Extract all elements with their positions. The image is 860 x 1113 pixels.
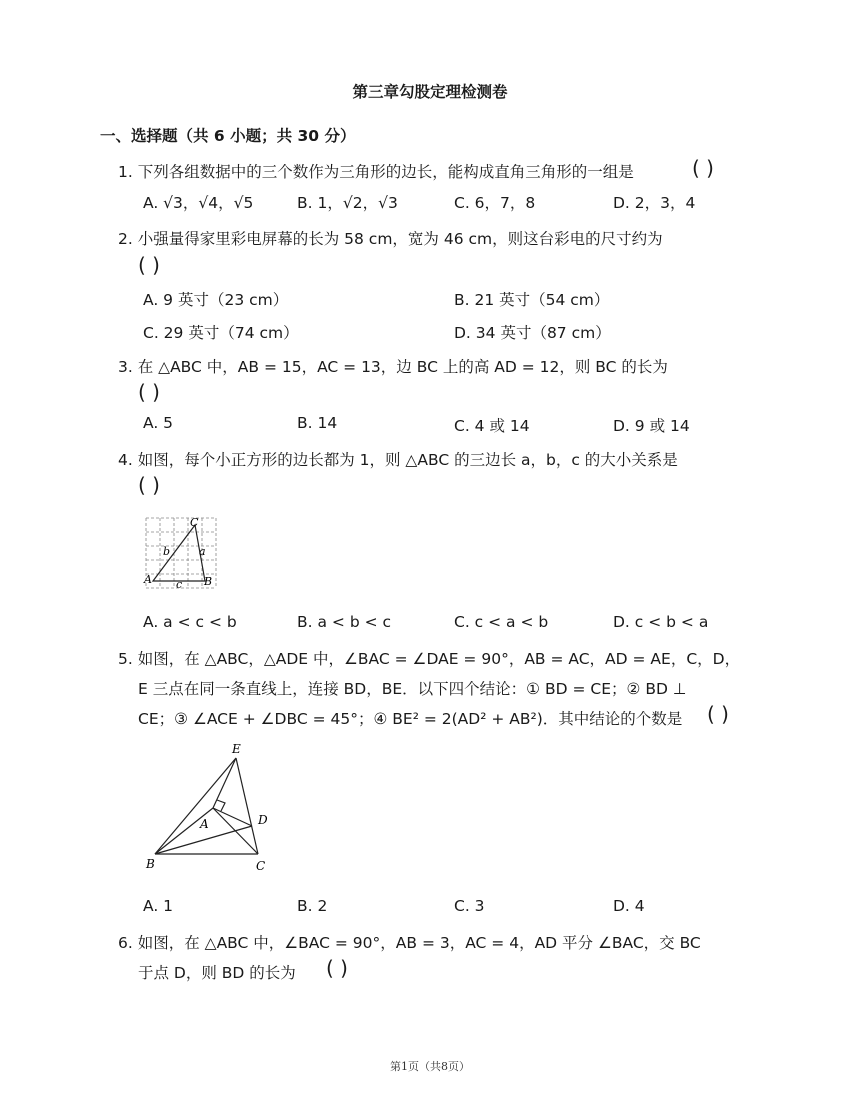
label-point-b: B [204,575,213,588]
question-5-option-d[interactable]: D. 4 [613,897,645,915]
question-4-stem: 4. 如图，每个小正方形的边长都为 1，则 △ABC 的三边长 a，b，c 的大小关系是 [118,451,678,469]
question-6-line-2: 于点 D，则 BD 的长为 [138,964,296,982]
question-6-line-1: 6. 如图，在 △ABC 中，∠BAC = 90°，AB = 3，AC = 4，AD 平分 ∠BAC，交 BC [118,934,701,952]
question-1-option-a[interactable]: A. √3，√4，√5 [143,194,254,212]
question-1-stem: 1. 下列各组数据中的三个数作为三角形的边长，能构成直角三角形的一组是 [118,163,634,181]
question-6-answer-blank[interactable]: ( ) [326,956,348,980]
question-4-option-b[interactable]: B. a < b < c [297,613,392,631]
segment-ec [236,758,258,854]
label-side-b: b [163,545,171,558]
segment-ab [155,808,213,854]
question-5-line-1: 5. 如图，在 △ABC，△ADE 中，∠BAC = ∠DAE = 90°，AB = AC，AD = AE，C，D， [118,650,741,668]
question-2-option-b[interactable]: B. 21 英寸（54 cm） [454,291,610,309]
label-point-a: A [144,573,152,586]
label-point-d: D [258,813,268,827]
question-4-option-d[interactable]: D. c < b < a [613,613,709,631]
question-2-option-d[interactable]: D. 34 英寸（87 cm） [454,324,611,342]
question-2-stem: 2. 小强量得家里彩电屏幕的长为 58 cm，宽为 46 cm，则这台彩电的尺寸约为 [118,230,663,248]
question-2-option-a[interactable]: A. 9 英寸（23 cm） [143,291,289,309]
question-3-option-b[interactable]: B. 14 [297,414,338,432]
question-5-line-2: E 三点在同一条直线上，连接 BD，BE．以下四个结论：① BD = CE；② BD ⊥ [138,680,687,698]
question-4-grid-figure [143,515,219,591]
question-5-line-3: CE；③ ∠ACE + ∠DBC = 45°；④ BE² = 2(AD² + AB²)．其中结论的个数是 [138,710,683,728]
question-3-answer-blank[interactable]: ( ) [138,380,160,404]
question-1-option-b[interactable]: B. 1，√2，√3 [297,194,398,212]
question-3-option-a[interactable]: A. 5 [143,414,174,432]
question-1-option-d[interactable]: D. 2，3，4 [613,194,696,212]
label-side-a: a [199,545,206,558]
question-5-option-b[interactable]: B. 2 [297,897,328,915]
label-point-c: C [190,516,199,529]
right-angle-mark [217,800,225,811]
question-4-option-c[interactable]: C. c < a < b [454,613,549,631]
label-side-c: c [176,578,183,591]
question-2-answer-blank[interactable]: ( ) [138,253,160,277]
question-5-figure [140,740,280,875]
question-5-option-a[interactable]: A. 1 [143,897,174,915]
question-5-answer-blank[interactable]: ( ) [707,702,729,726]
section-heading: 一、选择题（共 6 小题；共 30 分） [100,127,356,145]
label-point-e: E [232,742,241,756]
segment-ad [213,808,252,826]
question-3-stem: 3. 在 △ABC 中，AB = 15，AC = 13，边 BC 上的高 AD = 12，则 BC 的长为 [118,358,668,376]
label-point-a: A [200,817,209,831]
label-point-c: C [256,859,266,873]
triangle-abc [153,525,205,581]
question-1-answer-blank[interactable]: ( ) [692,156,714,180]
segment-ae [213,758,236,808]
question-5-option-c[interactable]: C. 3 [454,897,485,915]
question-1-option-c[interactable]: C. 6，7，8 [454,194,536,212]
question-3-option-d[interactable]: D. 9 或 14 [613,417,690,435]
question-4-option-a[interactable]: A. a < c < b [143,613,237,631]
label-point-b: B [146,857,155,871]
question-4-answer-blank[interactable]: ( ) [138,473,160,497]
question-3-option-c[interactable]: C. 4 或 14 [454,417,530,435]
page-title: 第三章勾股定理检测卷 [352,83,508,101]
page-footer: 第1页（共8页） [390,1060,470,1073]
question-2-option-c[interactable]: C. 29 英寸（74 cm） [143,324,299,342]
